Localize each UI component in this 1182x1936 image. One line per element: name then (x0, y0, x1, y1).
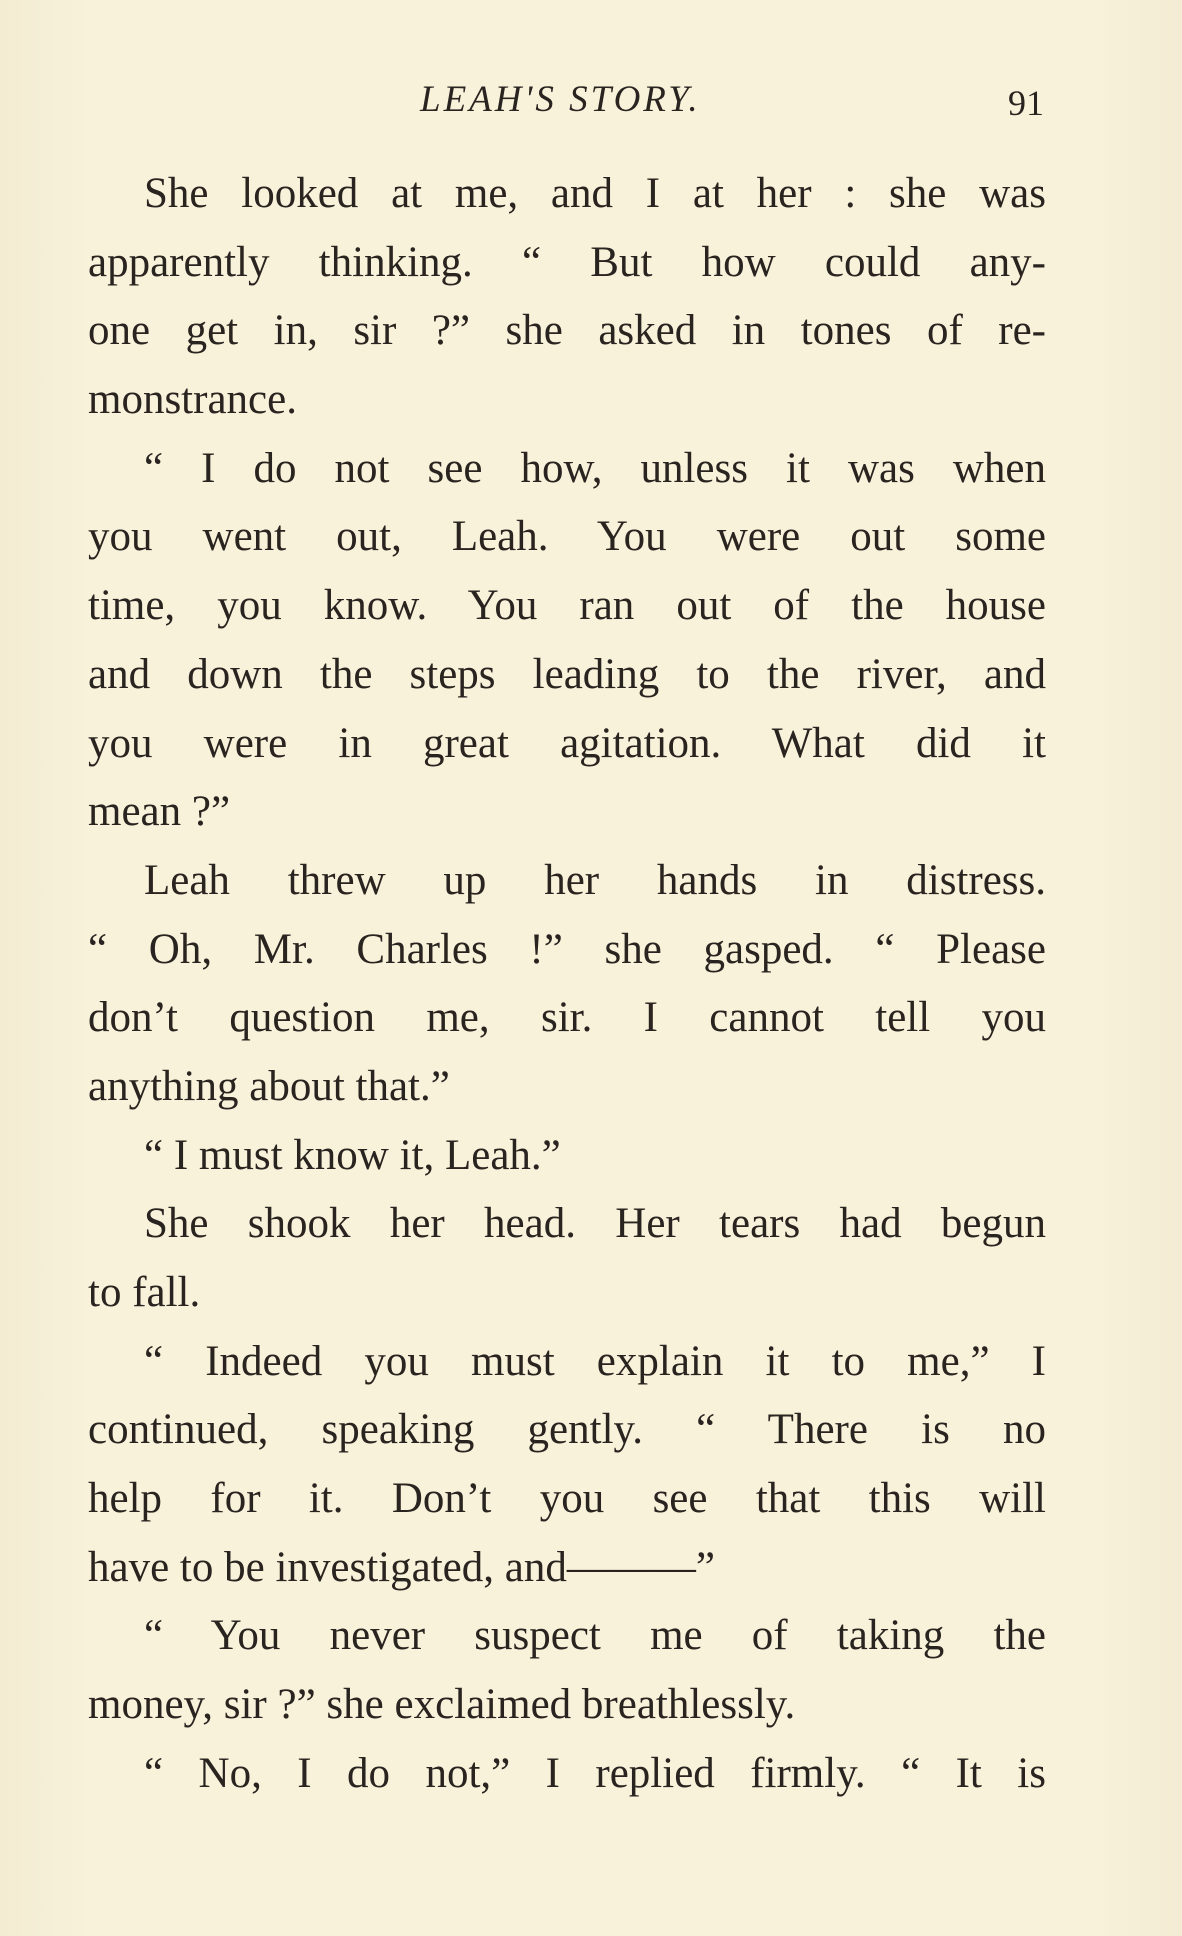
text-line: mean ?” (88, 788, 231, 836)
running-head (0, 78, 1182, 128)
text-line: apparently thinking. “ But how could any- (88, 238, 1046, 286)
text-line: “ Indeed you must explain it to me,” I (144, 1337, 1046, 1385)
text-line: anything about that.” (88, 1062, 450, 1110)
text-line: “ I do not see how, unless it was when (144, 444, 1046, 492)
text-line: to fall. (88, 1269, 201, 1316)
text-line: you were in great agitation. What did it (88, 719, 1046, 767)
text-line: monstrance. (88, 376, 297, 424)
text-line: have to be investigated, and———” (88, 1543, 715, 1591)
text-line: “ I must know it, Leah.” (144, 1131, 561, 1179)
text-line: continued, speaking gently. “ There is no (88, 1406, 1046, 1454)
text-line: you went out, Leah. You were out some (88, 513, 1046, 561)
body-text (88, 160, 1046, 1809)
text-line: help for it. Don’t you see that this will (88, 1475, 1046, 1523)
text-line: “ No, I do not,” I replied firmly. “ It is (144, 1749, 1046, 1797)
text-line: one get in, sir ?” she asked in tones of re- (88, 307, 1046, 355)
running-title: LEAH'S STORY. (420, 79, 701, 120)
text-line: Leah threw up her hands in distress. (144, 856, 1046, 904)
text-line: and down the steps leading to the river, and (88, 650, 1046, 698)
text-line: time, you know. You ran out of the house (88, 582, 1046, 630)
text-line: She looked at me, and I at her : she was (144, 170, 1046, 217)
text-line: “ You never suspect me of taking the (144, 1612, 1046, 1660)
text-line: money, sir ?” she exclaimed breathlessly. (88, 1681, 796, 1729)
text-line: “ Oh, Mr. Charles !” she gasped. “ Please (88, 925, 1046, 973)
text-line: She shook her head. Her tears had begun (144, 1200, 1046, 1248)
text-line: don’t question me, sir. I cannot tell you (88, 994, 1046, 1042)
page-number: 91 (1008, 83, 1044, 123)
